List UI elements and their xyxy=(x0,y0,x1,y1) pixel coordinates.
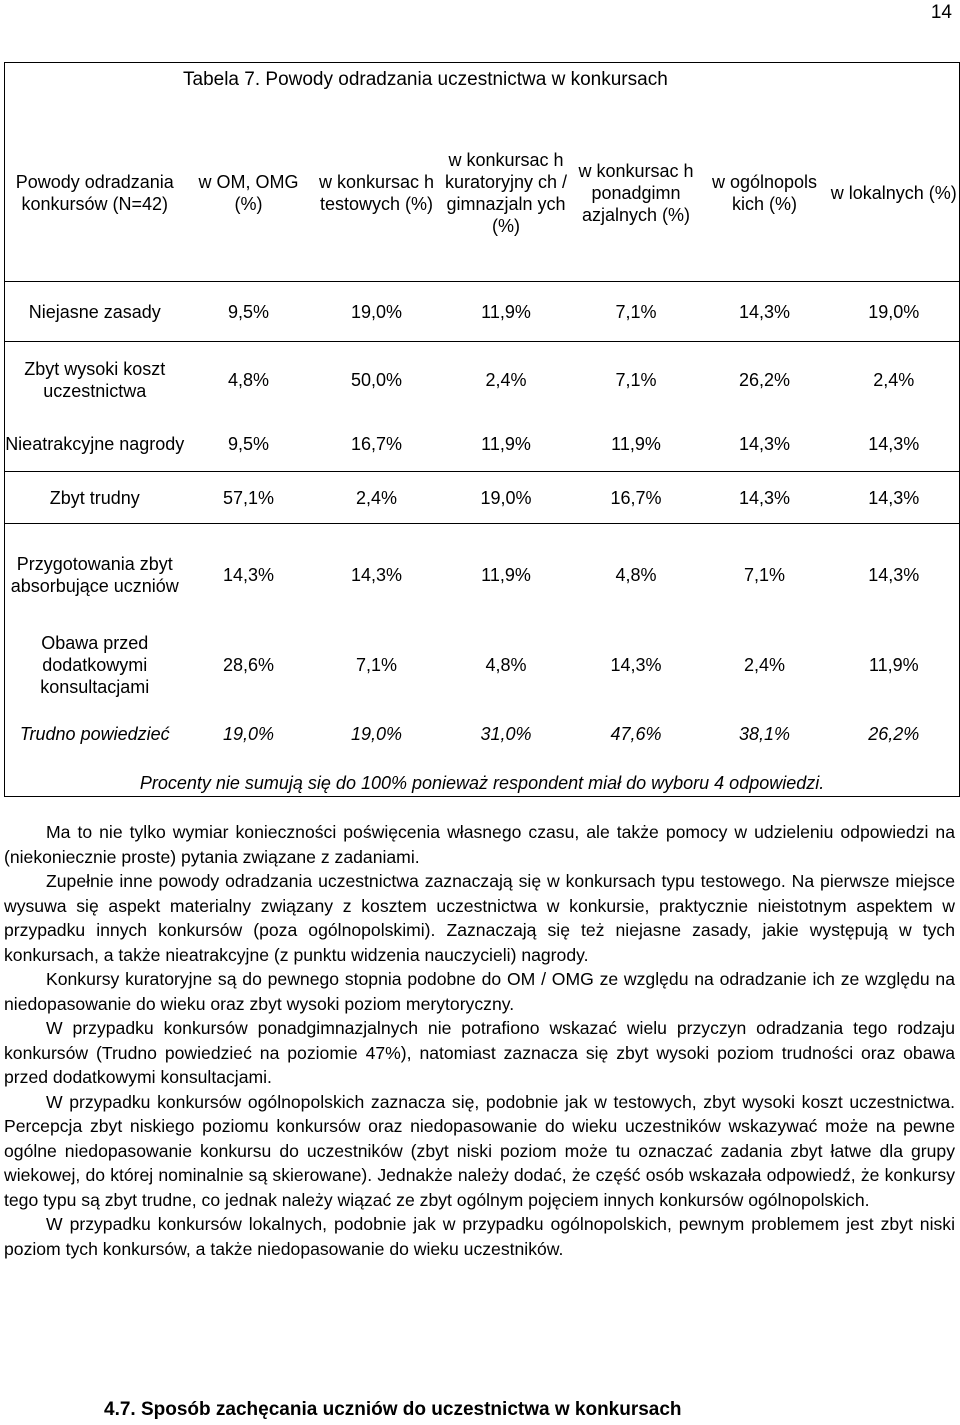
row-label: Przygotowania zbyt absorbujące uczniów xyxy=(5,524,185,626)
cell-value: 14,3% xyxy=(829,418,960,472)
cell-value: 11,9% xyxy=(572,418,701,472)
paragraph: W przypadku konkursów lokalnych, podobnie jak w przypadku ogólnopolskich, pewnym problemem jest zbyt niski poziom tych konkursów, a także niedopasowanie do wieku uczestników. xyxy=(4,1214,955,1259)
cell-value: 9,5% xyxy=(185,282,313,342)
cell-value: 11,9% xyxy=(481,564,531,585)
cell-value: 2,4% xyxy=(743,654,786,675)
cell-value: 19,0% xyxy=(350,723,403,744)
cell-value: 2,4% xyxy=(485,369,527,390)
cell-value: 26,2% xyxy=(829,704,960,764)
table-footnote: Procenty nie sumują się do 100% ponieważ respondent miał do wyboru 4 odpowiedzi. xyxy=(5,764,960,797)
cell-value: 57,1% xyxy=(185,472,313,524)
cell-value: 11,9% xyxy=(829,626,960,704)
cell-value: 38,1% xyxy=(738,723,791,744)
cell-value: 28,6% xyxy=(222,654,275,675)
cell-value: 7,1% xyxy=(355,654,398,675)
cell-value: 14,3% xyxy=(701,282,829,342)
cell-value: 2,4% xyxy=(313,472,441,524)
cell-value: 9,5% xyxy=(185,418,313,472)
header-ponadgimnazjalne: w konkursac h ponadgimn azjalnych (%) xyxy=(572,105,701,282)
cell-value: 19,0% xyxy=(829,282,960,342)
paragraph: Ma to nie tylko wymiar konieczności poświęcenia własnego czasu, ale także pomocy w udzieleniu odpowiedzi na (niekoniecznie proste) pytania związane z zadaniami. xyxy=(4,822,955,867)
row-label: Zbyt wysoki koszt uczestnictwa xyxy=(5,342,185,418)
reasons-table xyxy=(4,62,960,797)
table-row xyxy=(5,342,960,418)
table-row xyxy=(5,472,960,524)
cell-value: 26,2% xyxy=(738,369,791,390)
cell-value: 14,3% xyxy=(829,472,960,524)
cell-value: 19,0% xyxy=(313,282,441,342)
cell-value: 7,1% xyxy=(572,282,701,342)
table-row xyxy=(5,626,960,704)
header-kuratoryjne: w konkursac h kuratoryjny ch / gimnazjaln ych (%) xyxy=(441,105,572,282)
row-label: Niejasne zasady xyxy=(5,282,185,342)
table-row xyxy=(5,418,960,472)
table-caption: Tabela 7. Powody odradzania uczestnictwa w konkursach xyxy=(5,63,960,106)
header-lokalne: w lokalnych (%) xyxy=(829,105,960,282)
cell-value: 11,9% xyxy=(441,282,572,342)
section-heading: 4.7. Sposób zachęcania uczniów do uczestnictwa w konkursach xyxy=(104,1399,682,1420)
cell-value: 4,8% xyxy=(615,564,657,585)
cell-value: 4,8% xyxy=(227,369,270,390)
cell-value: 19,0% xyxy=(441,472,572,524)
table-row xyxy=(5,524,960,626)
header-om-omg: w OM, OMG (%) xyxy=(185,105,313,282)
cell-value: 4,8% xyxy=(485,654,527,675)
table-header-row xyxy=(5,105,960,282)
cell-value: 14,3% xyxy=(610,654,662,675)
row-label: Obawa przed dodatkowymi konsultacjami xyxy=(5,626,185,704)
cell-value: 11,9% xyxy=(441,418,572,472)
cell-value: 14,3% xyxy=(829,524,960,626)
cell-value: 14,3% xyxy=(350,564,403,585)
row-label: Trudno powiedzieć xyxy=(5,704,185,764)
cell-value: 14,3% xyxy=(701,418,829,472)
cell-value: 31,0% xyxy=(480,723,532,744)
cell-value: 7,1% xyxy=(615,369,657,390)
header-ogolnopolskie: w ogólnopols kich (%) xyxy=(701,105,829,282)
cell-value: 7,1% xyxy=(743,564,786,585)
cell-value: 14,3% xyxy=(701,472,829,524)
cell-value: 14,3% xyxy=(222,564,275,585)
page-number: 14 xyxy=(930,2,952,23)
body-text xyxy=(4,820,955,1261)
cell-value: 2,4% xyxy=(829,342,960,418)
row-label: Zbyt trudny xyxy=(5,472,185,524)
cell-value: 19,0% xyxy=(222,723,275,744)
cell-value: 16,7% xyxy=(313,418,441,472)
table-row xyxy=(5,282,960,342)
paragraph: Zupełnie inne powody odradzania uczestnictwa zaznaczają się w konkursach typu testowego. Na pierwsze miejsce wysuwa się aspekt materialny związany z kosztem uczestnictwa w konkursie, praktycznie nieistotnym aspektem w przypadku innych konkursów (poza ogólnopolskimi). Zaznaczają się też niejasne zasady, jakie występują w tych konkursach, a także nieatrakcyjne (z punktu widzenia nauczycieli) nagrody. xyxy=(4,871,955,965)
cell-value: 47,6% xyxy=(610,723,662,744)
header-testowe: w konkursac h testowych (%) xyxy=(313,105,441,282)
cell-value: 16,7% xyxy=(572,472,701,524)
row-label: Nieatrakcyjne nagrody xyxy=(5,418,185,472)
paragraph: W przypadku konkursów ponadgimnazjalnych nie potrafiono wskazać wielu przyczyn odradzania tego rodzaju konkursów (Trudno powiedzieć na poziomie 47%), natomiast zaznacza się zbyt wysoki poziom trudności oraz obawa przed dodatkowymi konsultacjami. xyxy=(4,1018,955,1087)
cell-value: 50,0% xyxy=(350,369,403,390)
paragraph: W przypadku konkursów ogólnopolskich zaznacza się, podobnie jak w testowych, zbyt wysoki koszt uczestnictwa. Percepcja zbyt niskiego poziomu konkursów oraz niedopasowanie do wieku uczestników wskazywać może na pewne ogólne niedopasowanie konkursu do uczestników (zbyt niski poziom może tu oznaczać zadania zbyt łatwe dla grupy wiekowej, do której nominalnie są skierowane). Jednakże należy dodać, że część osób wskazała odpowiedź, że konkursy tego typu są zbyt trudne, co jednak należy wiązać ze zbyt ogólnym pojęciem innych konkursów ogólnopolskich. xyxy=(4,1091,955,1210)
paragraph: Konkursy kuratoryjne są do pewnego stopnia podobne do OM / OMG ze względu na odradzanie ich ze względu na niedopasowanie do wieku oraz zbyt wysoki poziom merytoryczny. xyxy=(4,969,955,1014)
table-row xyxy=(5,704,960,764)
reasons-table-container xyxy=(4,62,959,797)
header-reasons: Powody odradzania konkursów (N=42) xyxy=(5,105,185,282)
